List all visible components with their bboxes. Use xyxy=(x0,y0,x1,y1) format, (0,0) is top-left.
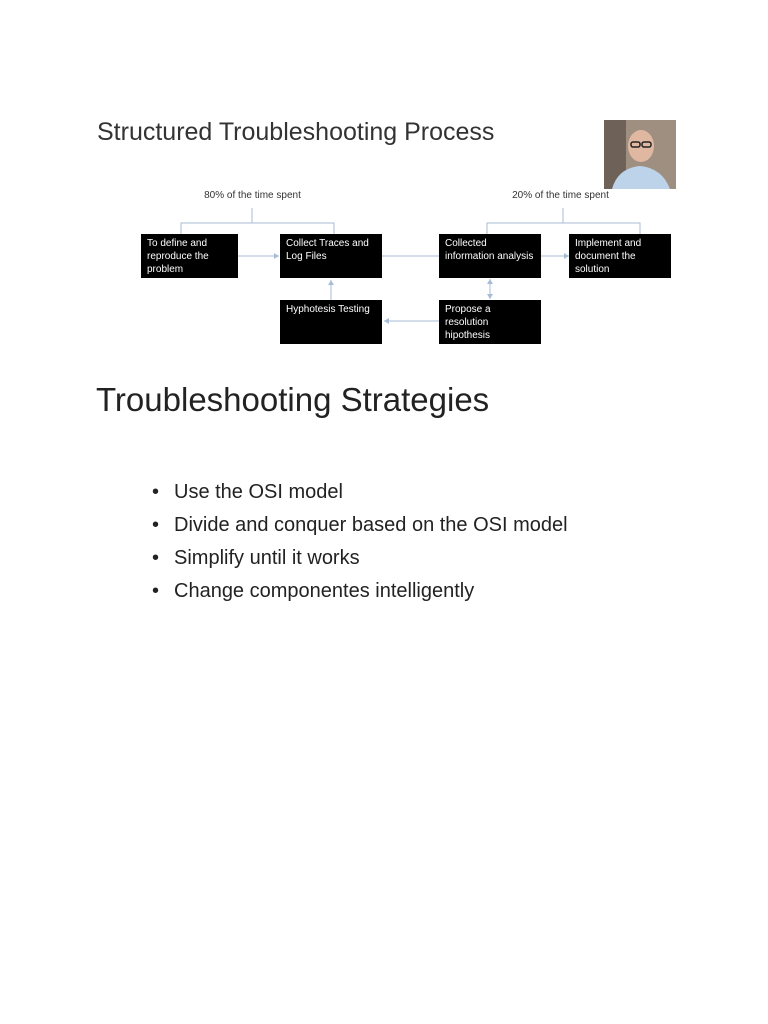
step-hypothesis-box: Hyphotesis Testing xyxy=(280,300,382,344)
strategies-list xyxy=(152,476,568,608)
bullet-icon: • xyxy=(152,580,160,602)
bullet-icon: • xyxy=(152,547,160,569)
slide-title-structured-process: Structured Troubleshooting Process xyxy=(97,118,495,146)
list-item xyxy=(152,542,568,575)
list-item xyxy=(152,476,568,509)
presenter-video-thumbnail xyxy=(604,120,676,189)
step-collect-box: Collect Traces and Log Files xyxy=(280,234,382,278)
time-note-20: 20% of the time spent xyxy=(512,190,609,201)
list-item xyxy=(152,575,568,608)
step-propose-box: Propose a resolution hipothesis xyxy=(439,300,541,344)
list-item xyxy=(152,509,568,542)
time-note-80: 80% of the time spent xyxy=(204,190,301,201)
step-analysis-box: Collected information analysis xyxy=(439,234,541,278)
slide-title-strategies: Troubleshooting Strategies xyxy=(96,381,490,418)
list-item-text: Use the OSI model xyxy=(174,481,343,503)
list-item-text: Change componentes intelligently xyxy=(174,580,475,602)
list-item-text: Simplify until it works xyxy=(174,547,360,569)
list-item-text: Divide and conquer based on the OSI model xyxy=(174,514,568,536)
step-implement-box: Implement and document the solution xyxy=(569,234,671,278)
step-define-box: To define and reproduce the problem xyxy=(141,234,238,278)
bullet-icon: • xyxy=(152,514,160,536)
presenter-icon xyxy=(604,120,676,189)
bullet-icon: • xyxy=(152,481,160,503)
